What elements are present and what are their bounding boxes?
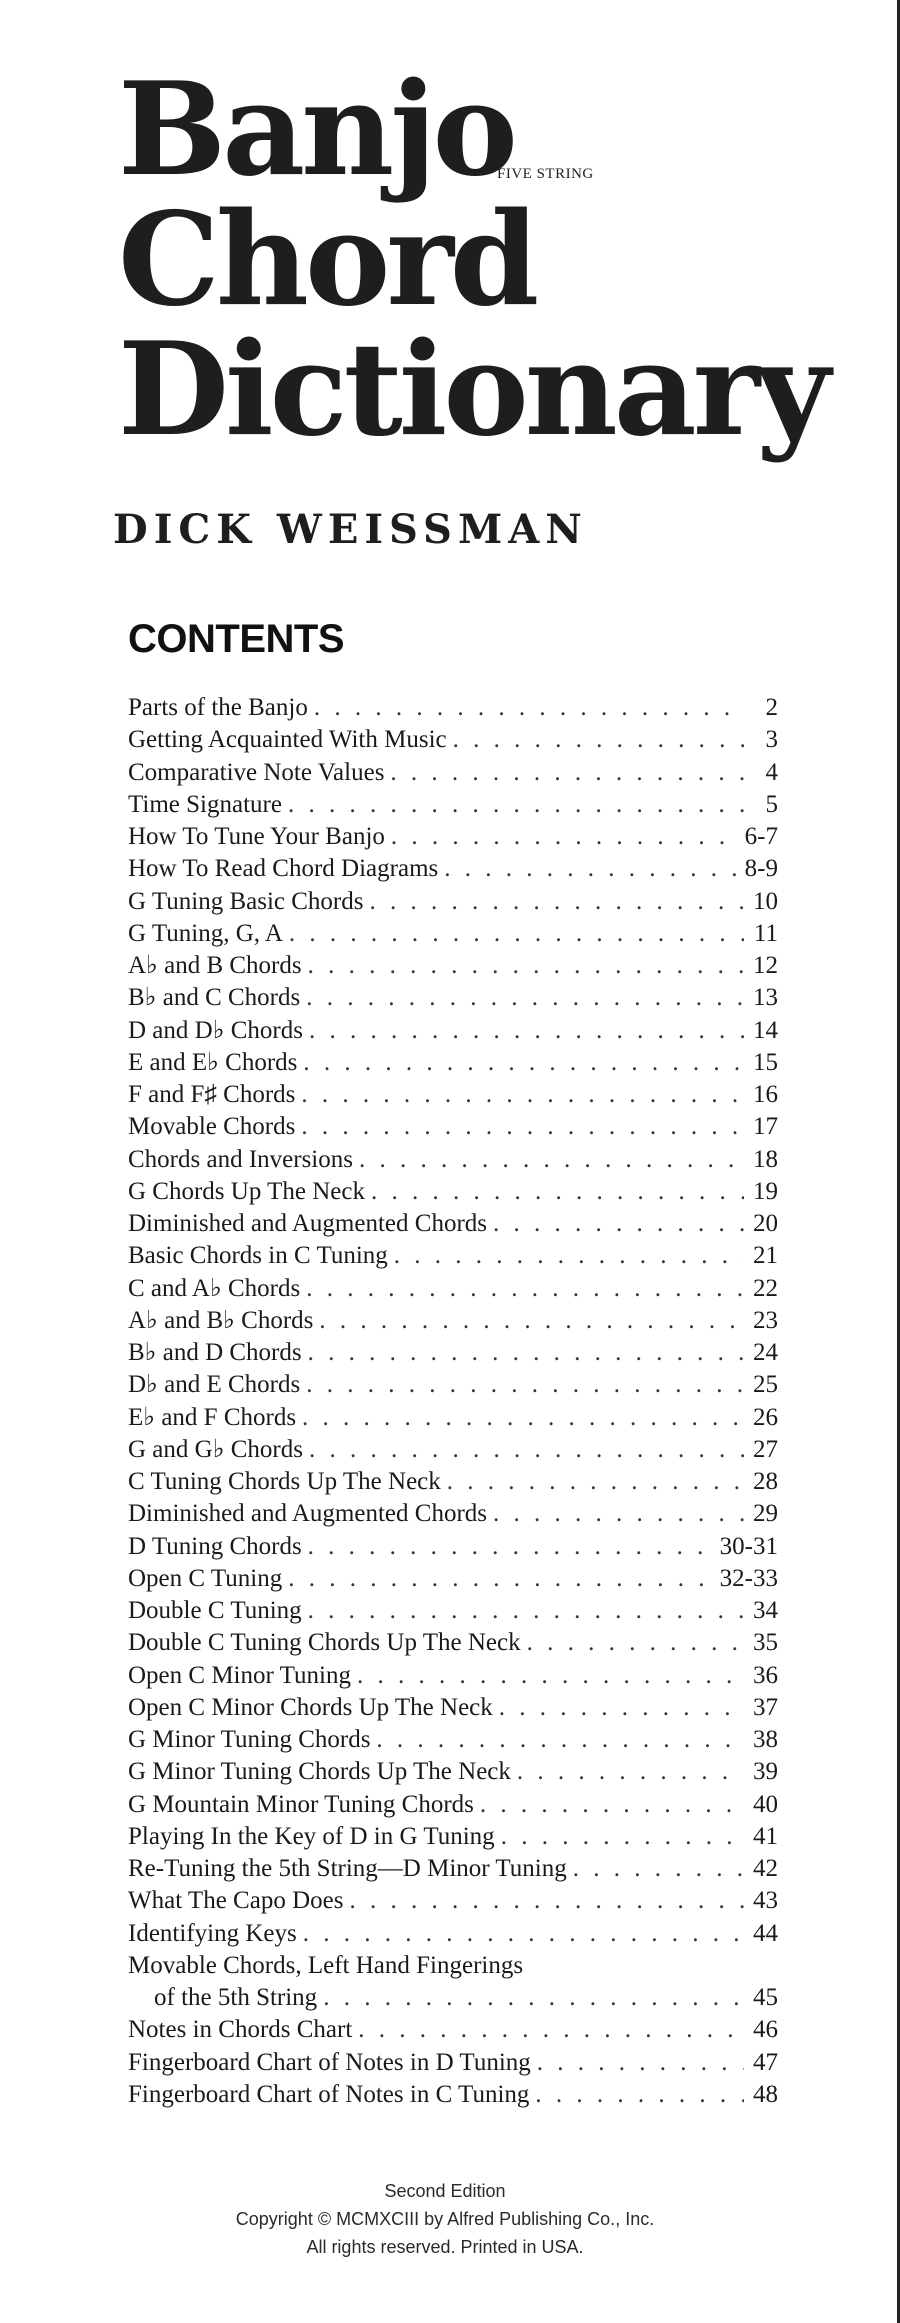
- toc-entry: [128, 724, 778, 756]
- toc-entry-page: 12: [753, 952, 778, 979]
- toc-leader-dots: [288, 1563, 713, 1595]
- toc-entry: [128, 1950, 778, 1982]
- toc-leader-dots: [453, 724, 744, 756]
- toc-entry-title: Movable Chords: [128, 1113, 296, 1141]
- toc-entry-page: 28: [753, 1468, 778, 1495]
- toc-entry-title: D♭ and E Chords: [128, 1371, 301, 1399]
- title-line-chord: Chord: [118, 185, 536, 335]
- toc-entry: [128, 1595, 778, 1627]
- toc-entry-page: 22: [753, 1274, 778, 1302]
- toc-entry-title-continued: of the 5th String: [154, 1984, 318, 2011]
- contents-heading: CONTENTS: [128, 617, 344, 661]
- toc-entry: [128, 1079, 778, 1111]
- toc-leader-dots: [537, 2047, 744, 2079]
- toc-entry: [128, 1369, 778, 1401]
- toc-entry: [128, 918, 778, 950]
- copyright-text: Copyright © MCMXCIII by Alfred Publishing Co., Inc.: [235, 2209, 655, 2229]
- toc-entry-title: G Tuning, G, A: [128, 919, 283, 947]
- toc-entry-page: 34: [753, 1597, 778, 1624]
- toc-entry: [128, 1853, 778, 1885]
- toc-entry-page: 17: [753, 1113, 778, 1141]
- toc-entry: [128, 1015, 778, 1047]
- toc-entry: [128, 1692, 778, 1724]
- toc-entry-page: 2: [765, 694, 778, 721]
- toc-entry-page: 4: [765, 758, 778, 786]
- toc-entry: [128, 1724, 778, 1756]
- toc-entry: [128, 1466, 778, 1498]
- toc-entry-continuation: [128, 1982, 778, 2014]
- toc-entry: [128, 1208, 778, 1240]
- toc-entry: [128, 1402, 778, 1434]
- toc-entry-title: D Tuning Chords: [128, 1532, 302, 1560]
- toc-leader-dots: [493, 1208, 744, 1240]
- toc-entry-page: 10: [753, 887, 778, 915]
- toc-entry-page: 25: [753, 1371, 778, 1399]
- toc-entry-title: Double C Tuning: [128, 1597, 302, 1624]
- toc-leader-dots: [349, 1885, 744, 1917]
- toc-entry-page: 21: [753, 1242, 778, 1270]
- toc-entry-page: 29: [753, 1500, 778, 1528]
- toc-leader-dots: [573, 1853, 744, 1885]
- toc-entry-page: 37: [753, 1693, 778, 1721]
- toc-leader-dots: [480, 1789, 744, 1821]
- toc-entry: [128, 1305, 778, 1337]
- toc-leader-dots: [301, 1079, 744, 1111]
- toc-entry: [128, 821, 778, 853]
- toc-entry-title: E♭ and F Chords: [128, 1403, 297, 1431]
- toc-entry-page: 40: [753, 1790, 778, 1818]
- toc-leader-dots: [391, 821, 739, 853]
- toc-entry-title: B♭ and C Chords: [128, 984, 301, 1012]
- toc-leader-dots: [376, 1724, 744, 1756]
- toc-entry-title: E and E♭ Chords: [128, 1048, 298, 1076]
- toc-entry-title: F and F♯ Chords: [128, 1081, 296, 1108]
- toc-entry-page: 44: [753, 1919, 778, 1947]
- toc-entry-title: G Mountain Minor Tuning Chords: [128, 1790, 474, 1818]
- toc-entry-page: 35: [753, 1629, 778, 1657]
- toc-entry-page: 27: [753, 1435, 778, 1463]
- toc-entry: [128, 1047, 778, 1079]
- toc-entry-title: G Chords Up The Neck: [128, 1177, 365, 1205]
- edition-text: Second Edition: [384, 2181, 506, 2201]
- toc-entry-page: 5: [765, 790, 778, 818]
- toc-entry-title: Re-Tuning the 5th String—D Minor Tuning: [128, 1855, 567, 1882]
- toc-entry: [128, 1498, 778, 1530]
- toc-leader-dots: [517, 1756, 744, 1788]
- toc-entry-page: 16: [753, 1081, 778, 1108]
- toc-leader-dots: [308, 1595, 744, 1627]
- title-line-banjo: Banjo: [118, 55, 514, 205]
- toc-entry: [128, 1627, 778, 1659]
- toc-leader-dots: [302, 1402, 744, 1434]
- toc-leader-dots: [357, 1660, 744, 1692]
- toc-leader-dots: [447, 1466, 744, 1498]
- toc-entry-title: A♭ and B Chords: [128, 952, 302, 979]
- toc-entry-title: Getting Acquainted With Music: [128, 726, 447, 754]
- toc-entry-title: Diminished and Augmented Chords: [128, 1500, 487, 1528]
- toc-leader-dots: [323, 1982, 744, 2014]
- toc-entry-page: 11: [753, 919, 778, 947]
- toc-entry: [128, 1273, 778, 1305]
- toc-entry-title: G Minor Tuning Chords: [128, 1726, 371, 1753]
- toc-entry: [128, 692, 778, 724]
- toc-leader-dots: [308, 1337, 744, 1369]
- toc-entry: [128, 1918, 778, 1950]
- toc-entry-page: 42: [753, 1855, 778, 1882]
- toc-entry-title: Chords and Inversions: [128, 1145, 353, 1173]
- toc-entry: [128, 1176, 778, 1208]
- toc-entry-page: 14: [753, 1016, 778, 1044]
- copyright-footer: [150, 2177, 740, 2261]
- toc-entry-title: G and G♭ Chords: [128, 1435, 303, 1463]
- toc-entry-title: Open C Minor Chords Up The Neck: [128, 1693, 493, 1721]
- toc-entry: [128, 1434, 778, 1466]
- toc-entry-title: How To Read Chord Diagrams: [128, 855, 439, 883]
- toc-entry-title: C and A♭ Chords: [128, 1274, 301, 1302]
- toc-entry-title: Parts of the Banjo: [128, 694, 308, 721]
- toc-entry-title: How To Tune Your Banjo: [128, 823, 385, 850]
- toc-entry-page: 47: [753, 2048, 778, 2076]
- toc-leader-dots: [319, 1305, 744, 1337]
- rights-text: All rights reserved. Printed in USA.: [306, 2237, 584, 2257]
- toc-entry-page: 32-33: [719, 1564, 778, 1592]
- toc-leader-dots: [535, 2079, 744, 2111]
- table-of-contents: [128, 692, 778, 2111]
- toc-entry-page: 30-31: [719, 1532, 778, 1560]
- toc-entry-title: Identifying Keys: [128, 1919, 297, 1947]
- toc-entry: [128, 2047, 778, 2079]
- toc-entry-page: 19: [753, 1177, 778, 1205]
- toc-entry-page: 6-7: [744, 823, 778, 850]
- toc-entry: [128, 1111, 778, 1143]
- toc-entry-page: 38: [753, 1726, 778, 1753]
- toc-leader-dots: [359, 1144, 744, 1176]
- toc-entry-page: 15: [753, 1048, 778, 1076]
- toc-entry: [128, 2014, 778, 2046]
- author-name: DICK WEISSMAN: [113, 506, 588, 553]
- toc-entry-page: 8-9: [744, 855, 778, 883]
- toc-entry-page: 48: [753, 2080, 778, 2108]
- toc-entry: [128, 1240, 778, 1272]
- toc-entry: [128, 886, 778, 918]
- toc-entry-title: Fingerboard Chart of Notes in D Tuning: [128, 2048, 531, 2076]
- toc-leader-dots: [499, 1692, 744, 1724]
- toc-leader-dots: [308, 1531, 714, 1563]
- title-line-dictionary: Dictionary: [118, 315, 827, 465]
- toc-entry-title: Diminished and Augmented Chords: [128, 1210, 487, 1237]
- toc-leader-dots: [371, 1176, 744, 1208]
- toc-entry-page: 20: [753, 1210, 778, 1237]
- toc-entry-page: 26: [753, 1403, 778, 1431]
- toc-entry: [128, 982, 778, 1014]
- toc-entry-page: 39: [753, 1758, 778, 1786]
- toc-entry: [128, 1337, 778, 1369]
- toc-entry: [128, 950, 778, 982]
- toc-leader-dots: [309, 1015, 744, 1047]
- toc-leader-dots: [369, 886, 744, 918]
- toc-entry-page: 36: [753, 1661, 778, 1689]
- toc-entry: [128, 757, 778, 789]
- toc-entry-title: Basic Chords in C Tuning: [128, 1242, 388, 1270]
- toc-entry-page: 23: [753, 1306, 778, 1334]
- toc-entry: [128, 2079, 778, 2111]
- toc-entry-title: Movable Chords, Left Hand Fingerings: [128, 1951, 524, 1979]
- toc-leader-dots: [306, 1273, 744, 1305]
- toc-entry: [128, 1885, 778, 1917]
- toc-leader-dots: [306, 1369, 744, 1401]
- toc-leader-dots: [314, 692, 744, 724]
- toc-leader-dots: [303, 1918, 744, 1950]
- toc-entry-title: B♭ and D Chords: [128, 1339, 302, 1366]
- toc-leader-dots: [288, 789, 744, 821]
- toc-entry-title: Fingerboard Chart of Notes in C Tuning: [128, 2080, 530, 2108]
- toc-leader-dots: [306, 982, 744, 1014]
- toc-entry: [128, 789, 778, 821]
- toc-leader-dots: [301, 1111, 744, 1143]
- toc-entry: [128, 1756, 778, 1788]
- toc-entry-page: 13: [753, 984, 778, 1012]
- toc-leader-dots: [394, 1240, 744, 1272]
- toc-entry-page: 41: [753, 1822, 778, 1850]
- toc-entry-title: G Minor Tuning Chords Up The Neck: [128, 1758, 511, 1786]
- toc-leader-dots: [308, 950, 744, 982]
- toc-entry: [128, 1789, 778, 1821]
- toc-entry-title: Notes in Chords Chart: [128, 2016, 353, 2044]
- toc-entry: [128, 1821, 778, 1853]
- toc-entry-page: 43: [753, 1887, 778, 1915]
- toc-entry-title: C Tuning Chords Up The Neck: [128, 1468, 441, 1495]
- toc-leader-dots: [444, 853, 738, 885]
- toc-entry-title: D and D♭ Chords: [128, 1016, 303, 1044]
- toc-entry-title: What The Capo Does: [128, 1887, 344, 1915]
- toc-entry: [128, 853, 778, 885]
- toc-leader-dots: [358, 2014, 744, 2046]
- toc-leader-dots: [303, 1047, 744, 1079]
- toc-leader-dots: [390, 757, 744, 789]
- toc-entry: [128, 1144, 778, 1176]
- toc-leader-dots: [527, 1627, 744, 1659]
- toc-entry: [128, 1531, 778, 1563]
- toc-entry-title: Double C Tuning Chords Up The Neck: [128, 1629, 521, 1657]
- toc-entry-title: A♭ and B♭ Chords: [128, 1306, 314, 1334]
- toc-entry-page: 45: [753, 1984, 778, 2011]
- toc-entry-title: Comparative Note Values: [128, 758, 385, 786]
- toc-entry-page: 24: [753, 1339, 778, 1366]
- toc-entry: [128, 1660, 778, 1692]
- toc-leader-dots: [501, 1821, 744, 1853]
- toc-leader-dots: [493, 1498, 744, 1530]
- toc-entry-page: 46: [753, 2016, 778, 2044]
- toc-entry: [128, 1563, 778, 1595]
- toc-entry-title: Open C Tuning: [128, 1564, 283, 1592]
- toc-leader-dots: [309, 1434, 744, 1466]
- toc-leader-dots: [289, 918, 744, 950]
- toc-entry-title: G Tuning Basic Chords: [128, 887, 364, 915]
- subtitle-five-string: FIVE STRING: [497, 166, 594, 182]
- toc-entry-page: 3: [765, 726, 778, 754]
- toc-entry-title: Playing In the Key of D in G Tuning: [128, 1822, 495, 1850]
- toc-entry-title: Time Signature: [128, 790, 282, 818]
- toc-entry-page: 18: [753, 1145, 778, 1173]
- toc-entry-title: Open C Minor Tuning: [128, 1661, 351, 1689]
